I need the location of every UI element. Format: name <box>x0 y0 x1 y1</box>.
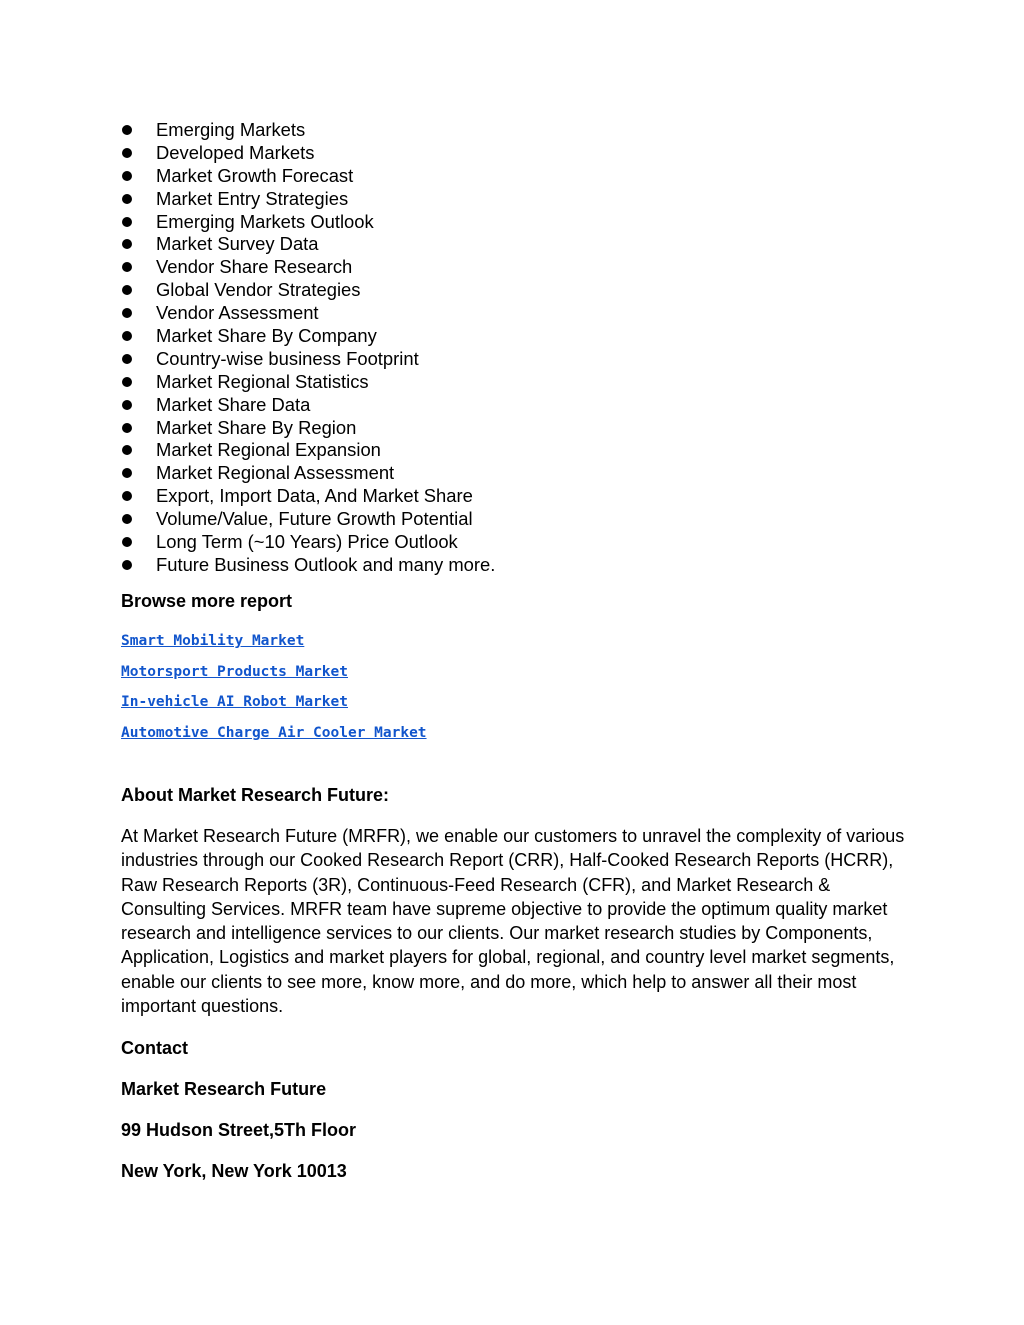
feature-bullet-list <box>121 119 495 577</box>
bullet-text: Global Vendor Strategies <box>156 279 361 301</box>
bullet-text: Market Survey Data <box>156 233 319 255</box>
bullet-text: Emerging Markets <box>156 119 306 140</box>
bullet-dot-icon <box>122 194 132 204</box>
bullet-item <box>121 371 495 394</box>
bullet-dot-icon <box>122 239 132 249</box>
bullet-item <box>121 417 495 440</box>
bullet-dot-icon <box>122 171 132 181</box>
bullet-item <box>121 554 495 577</box>
contact-street: 99 Hudson Street,5Th Floor <box>121 1120 357 1140</box>
bullet-dot-icon <box>122 354 132 364</box>
bullet-dot-icon <box>122 217 132 227</box>
bullet-text: Market Growth Forecast <box>156 164 354 186</box>
bullet-dot-icon <box>122 491 132 501</box>
bullet-text: Vendor Assessment <box>156 302 319 324</box>
bullet-item <box>121 462 495 485</box>
report-link-automotive-charge-air-cooler[interactable]: Automotive Charge Air Cooler Market <box>121 725 427 742</box>
bullet-text: Long Term (~10 Years) Price Outlook <box>156 531 458 553</box>
bullet-text: Vendor Share Research <box>156 256 353 278</box>
report-link-smart-mobility[interactable]: Smart Mobility Market <box>121 633 305 649</box>
report-link-in-vehicle-ai-robot[interactable]: In-vehicle AI Robot Market <box>121 694 348 711</box>
bullet-text: Volume/Value, Future Growth Potential <box>156 508 473 530</box>
bullet-dot-icon <box>122 262 132 272</box>
bullet-item <box>121 256 495 279</box>
bullet-item <box>121 233 495 256</box>
bullet-text: Market Entry Strategies <box>156 187 349 209</box>
bullet-dot-icon <box>122 308 132 318</box>
bullet-item <box>121 394 495 417</box>
bullet-text: Future Business Outlook and many more. <box>156 553 496 575</box>
report-link-list <box>121 630 427 753</box>
bullet-dot-icon <box>122 468 132 478</box>
report-link-motorsport-products[interactable]: Motorsport Products Market <box>121 663 348 680</box>
browse-more-heading: Browse more report <box>121 591 293 611</box>
bullet-item <box>121 279 495 302</box>
contact-city: New York, New York 10013 <box>121 1161 347 1181</box>
bullet-text: Emerging Markets Outlook <box>156 210 374 232</box>
bullet-dot-icon <box>122 148 132 158</box>
contact-heading: Contact <box>121 1038 188 1058</box>
bullet-item <box>121 348 495 371</box>
bullet-text: Market Share Data <box>156 393 311 415</box>
bullet-dot-icon <box>122 125 132 135</box>
bullet-text: Market Share By Region <box>156 416 357 438</box>
bullet-dot-icon <box>122 423 132 433</box>
bullet-item <box>121 165 495 188</box>
bullet-dot-icon <box>122 560 132 570</box>
bullet-text: Market Share By Company <box>156 325 377 347</box>
bullet-dot-icon <box>122 331 132 341</box>
contact-company: Market Research Future <box>121 1079 327 1099</box>
bullet-dot-icon <box>122 445 132 455</box>
bullet-dot-icon <box>122 514 132 524</box>
bullet-item <box>121 302 495 325</box>
bullet-text: Export, Import Data, And Market Share <box>156 485 473 507</box>
bullet-item <box>121 188 495 211</box>
bullet-item <box>121 119 495 142</box>
bullet-text: Market Regional Expansion <box>156 439 381 461</box>
bullet-text: Market Regional Assessment <box>156 462 395 484</box>
bullet-item <box>121 531 495 554</box>
bullet-text: Market Regional Statistics <box>156 370 369 392</box>
bullet-item <box>121 211 495 234</box>
bullet-text: Developed Markets <box>156 141 315 163</box>
bullet-item <box>121 325 495 348</box>
bullet-dot-icon <box>122 285 132 295</box>
bullet-dot-icon <box>122 400 132 410</box>
bullet-item <box>121 142 495 165</box>
bullet-text: Country-wise business Footprint <box>156 347 419 369</box>
bullet-item <box>121 485 495 508</box>
bullet-item <box>121 508 495 531</box>
about-paragraph: At Market Research Future (MRFR), we enable our customers to unravel the complexity of various industries through our Cooked Research Report (CRR), Half-Cooked Research Reports (HCRR), Raw Research Reports (3R), Continuous-Feed Research (CFR), and Market Research & Consulting Services. MRFR team have supreme objective to provide the optimum quality market research and intelligence services to our clients. Our market research studies by Components, Application, Logistics and market players for global, regional, and country level market segments, enable our clients to see more, know more, and do more, which help to answer all their most important questions. <box>121 826 905 1017</box>
bullet-item <box>121 439 495 462</box>
about-heading: About Market Research Future: <box>121 785 390 805</box>
bullet-dot-icon <box>122 537 132 547</box>
bullet-dot-icon <box>122 377 132 387</box>
